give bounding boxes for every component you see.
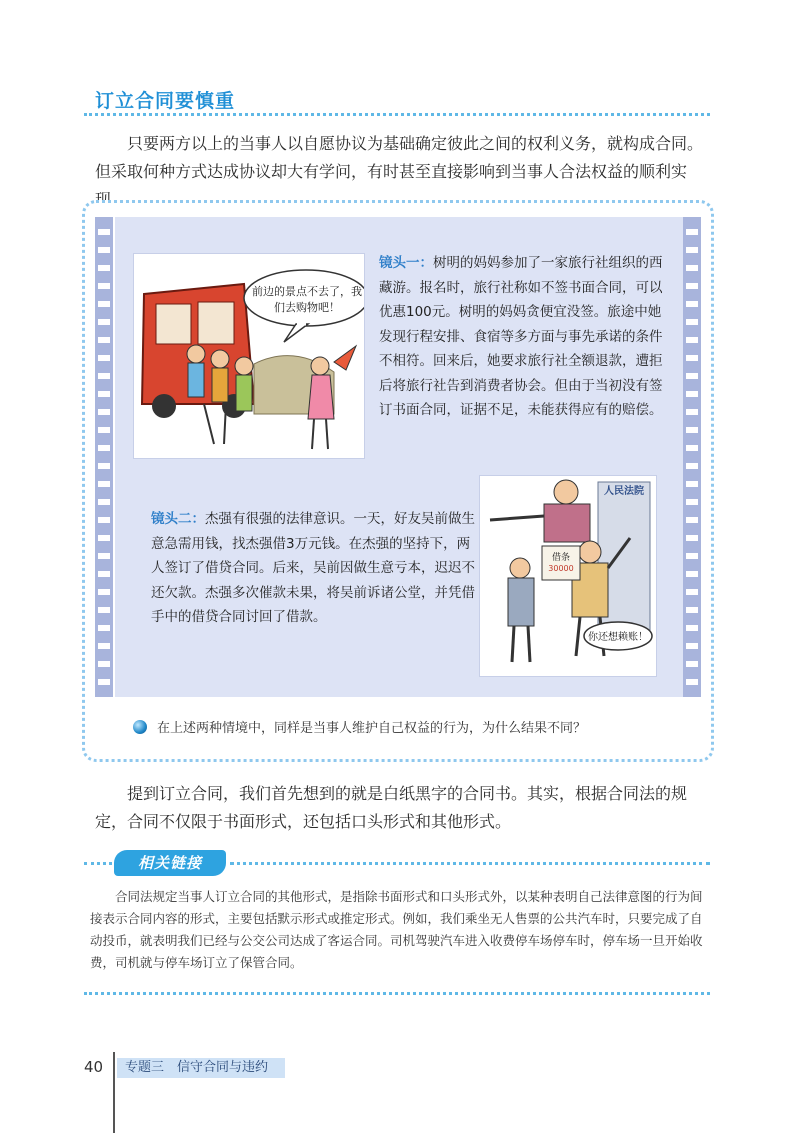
question-bullet-icon [133,720,147,734]
case2-text [151,507,481,630]
page-number: 40 [84,1058,104,1076]
case1-body: 树明的妈妈参加了一家旅行社组织的西藏游。报名时，旅行社称如不签书面合同，可以优惠100元。树明的妈妈贪便宜没签。旅途中她发现行程安排、食宿等多方面与事先承诺的条件不相符。回来后，她要求旅行社全额退款，遭拒后将旅行社告到消费者协会。但由于当初没有签订书面合同，证据不足，未能获得应有的赔偿。 [379,255,663,418]
filmstrip-left [95,217,113,697]
iou-note-amount: 30000 [548,564,574,573]
related-bottom-dotted-rule [84,992,710,995]
case-panel [115,217,683,697]
case1-label: 镜头一： [379,255,433,271]
related-dotted-rule-left [84,862,112,865]
court-scene [480,476,656,676]
question-text: 在上述两种情境中，同样是当事人维护自己权益的行为，为什么结果不同？ [157,721,587,736]
speech-bubble-text-1: 前边的景点不去了，我们去购物吧！ [252,285,362,314]
second-paragraph: 提到订立合同，我们首先想到的就是白纸黑字的合同书。其实，根据合同法的规定，合同不仅限于书面形式，还包括口头形式和其他形式。 [95,784,688,831]
related-link-title: 相关链接 [114,850,226,876]
section-title: 订立合同要慎重 [95,90,236,112]
court-illustration [479,475,657,677]
court-sign-text: 人民法院 [604,486,644,497]
case-box [82,200,714,762]
footer-divider [113,1052,115,1133]
case1-text [379,251,669,423]
related-link-text: 合同法规定当事人订立合同的其他形式，是指除书面形式和口头形式外，以某种表明自己法律意图的行为间接表示合同内容的形式，主要包括默示形式或推定形式。例如，我们乘坐无人售票的公共汽车时，只要完成了自动投币，就表明我们已经与公交公司达成了客运合同。司机驾驶汽车进入收费停车场停车时，停车场一旦开始收费，司机就与停车场订立了保管合同。 [90,889,703,970]
speech-bubble-text-2: 你还想赖账！ [588,632,648,643]
iou-note-label: 借条 [551,553,570,563]
intro-paragraph: 只要两方以上的当事人以自愿协议为基础确定彼此之间的权利义务，就构成合同。但采取何种方式达成协议却大有学问，有时甚至直接影响到当事人合法权益的顺利实 [95,134,704,181]
filmstrip-right [683,217,701,697]
case2-body: 杰强有很强的法律意识。一天，好友吴前做生意急需用钱，找杰强借3万元钱。在杰强的坚持下，两人签订了借贷合同。后来，吴前因做生意亏本，迟迟不还欠款。杰强多次催款未果，将吴前诉诸公堂，并凭借手中的借贷合同讨回了借款。 [151,511,475,625]
chapter-label: 专题三 信守合同与违约 [117,1058,285,1078]
related-dotted-rule-right [230,862,710,865]
case2-label: 镜头二： [151,511,205,527]
title-dotted-rule [84,113,710,116]
question [133,717,586,736]
tour-bus-illustration [133,253,365,459]
